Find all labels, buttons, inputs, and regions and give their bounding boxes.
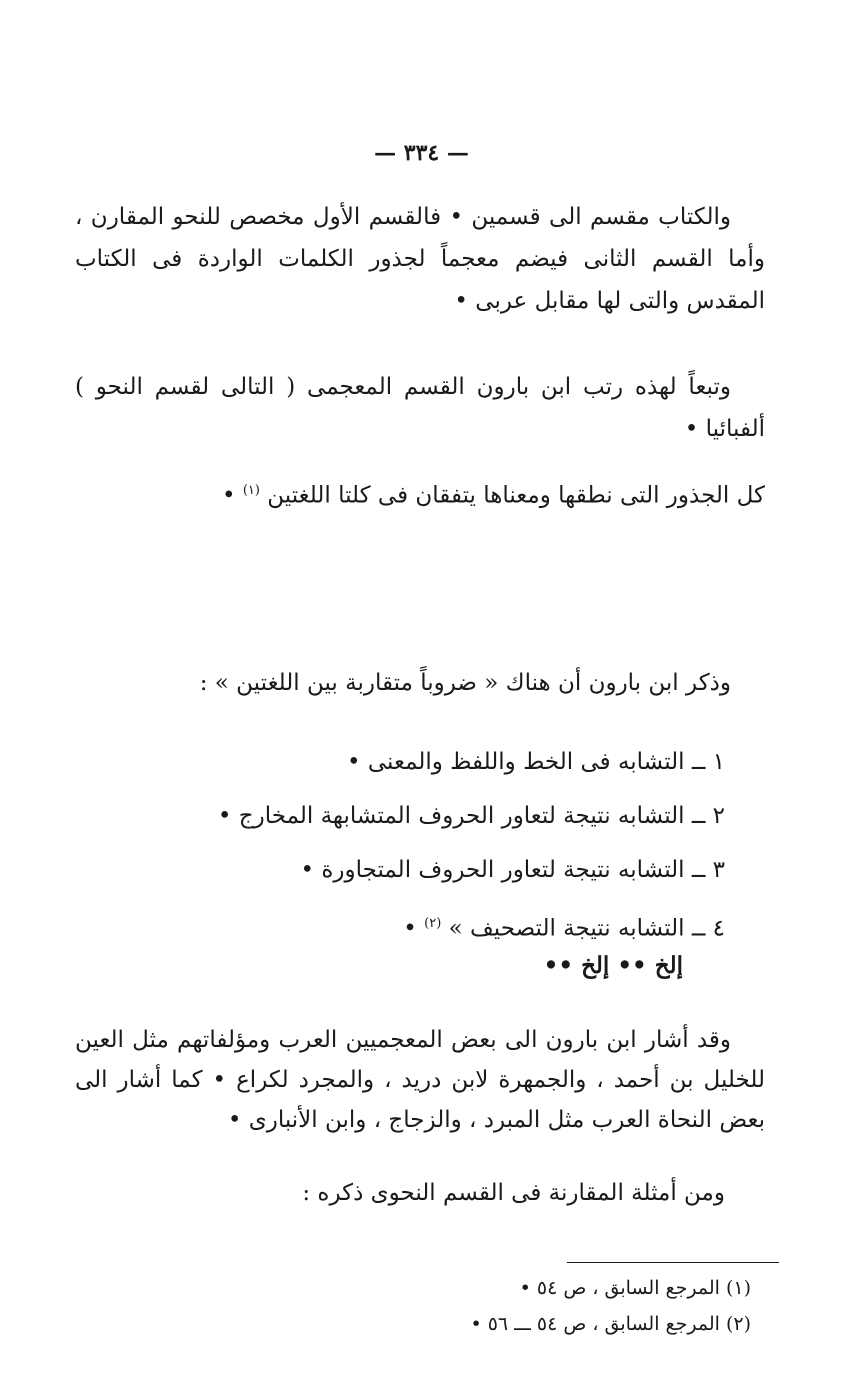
period-mark: • xyxy=(403,915,417,942)
footnote-1: (١) المرجع السابق ، ص ٥٤ • xyxy=(519,1277,751,1299)
etc-line: إلخ •• إلخ •• xyxy=(543,952,683,979)
list-item xyxy=(75,897,725,956)
paragraph-roots xyxy=(75,470,765,517)
paragraph-roots-text: كل الجذور التى نطقها ومعناها يتفقان فى كلتا اللغتين xyxy=(267,482,765,509)
paragraph-types-text: وذكر ابن بارون أن هناك « ضروباً متقاربة بين اللغتين » : xyxy=(199,670,731,696)
footnote-2: (٢) المرجع السابق ، ص ٥٤ ـــ ٥٦ • xyxy=(470,1313,751,1335)
paragraph-order xyxy=(75,366,765,450)
paragraph-order-text: وتبعاً لهذه رتب ابن بارون القسم المعجمى ( التالى لقسم النحو ) ألفبائيا • xyxy=(75,374,765,442)
list-item-text: ١ ــ التشابه فى الخط واللفظ والمعنى • xyxy=(346,749,725,775)
paragraph-intro-text: والكتاب مقسم الى قسمين • فالقسم الأول مخصص للنحو المقارن ، وأما القسم الثانى فيضم معجماً لجذور الكلمات الواردة فى الكتاب المقدس والتى لها مقابل عربى • xyxy=(75,204,765,314)
list-item-text: ٣ ــ التشابه نتيجة لتعاور الحروف المتجاورة • xyxy=(300,857,725,883)
list-item-text: ٢ ــ التشابه نتيجة لتعاور الحروف المتشابهة المخارج • xyxy=(217,803,725,829)
page-number: — ٣٣٤ — xyxy=(374,140,469,166)
similarity-list xyxy=(75,735,725,956)
footnote-marker-2: (٢) xyxy=(424,916,442,931)
paragraph-examples-text: ومن أمثلة المقارنة فى القسم النحوى ذكره : xyxy=(302,1180,725,1206)
paragraph-examples xyxy=(35,1172,725,1214)
list-item xyxy=(75,735,725,789)
footnote-marker-1: (١) xyxy=(242,483,260,498)
list-item xyxy=(75,843,725,897)
period-mark: • xyxy=(221,482,236,509)
paragraph-intro xyxy=(75,196,765,322)
footnotes xyxy=(351,1270,751,1342)
paragraph-lexicographers xyxy=(75,1020,765,1140)
list-item-text: ٤ ــ التشابه نتيجة التصحيف » xyxy=(448,915,725,942)
paragraph-types xyxy=(75,662,765,704)
footnote-divider xyxy=(567,1262,779,1263)
list-item xyxy=(75,789,725,843)
paragraph-lexicographers-text: وقد أشار ابن بارون الى بعض المعجميين العرب ومؤلفاتهم مثل العين للخليل بن أحمد ، والجمهرة لابن دريد ، والمجرد لكراع • كما أشار الى بعض النحاة العرب مثل المبرد ، والزجاج ، وابن الأنبارى • xyxy=(75,1027,765,1133)
